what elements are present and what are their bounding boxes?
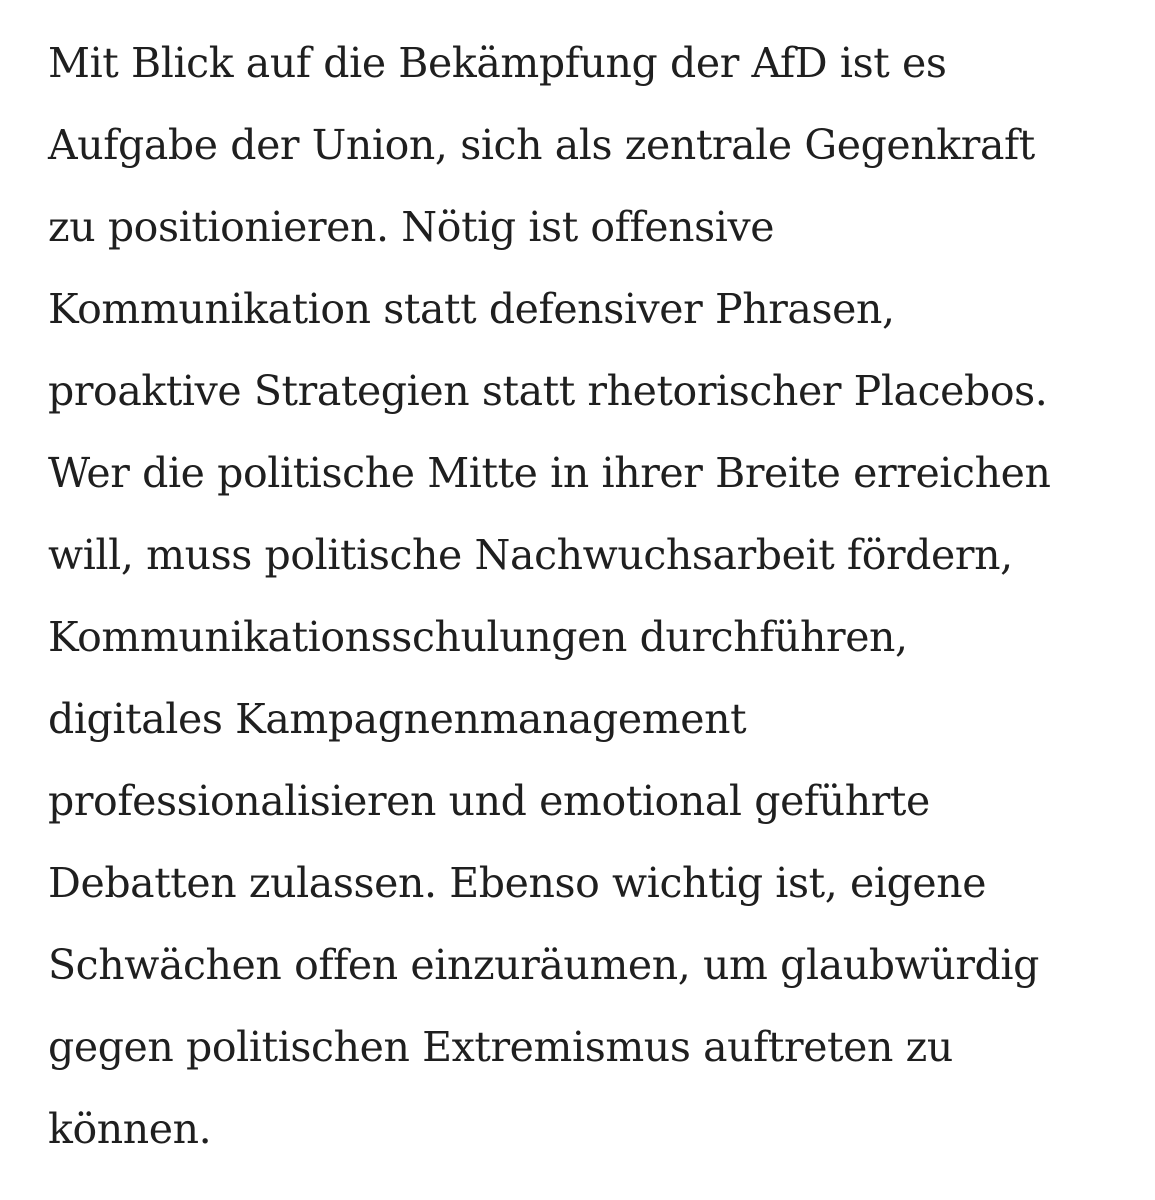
- paragraph-line: professionalisieren und emotional geführte: [48, 777, 930, 825]
- paragraph-line: Aufgabe der Union, sich als zentrale Gegenkraft: [48, 121, 1035, 169]
- paragraph-line: will, muss politische Nachwuchsarbeit fördern,: [48, 531, 1013, 579]
- paragraph-line: Schwächen offen einzuräumen, um glaubwürdig: [48, 941, 1039, 989]
- paragraph-line: können.: [48, 1105, 212, 1153]
- paragraph-line: gegen politischen Extremismus auftreten zu: [48, 1023, 953, 1071]
- paragraph-line: Kommunikationsschulungen durchführen,: [48, 613, 908, 661]
- paragraph-line: proaktive Strategien statt rhetorischer Placebos.: [48, 367, 1048, 415]
- paragraph-line: Mit Blick auf die Bekämpfung der AfD ist es: [48, 39, 947, 87]
- paragraph-line: Kommunikation statt defensiver Phrasen,: [48, 285, 895, 333]
- paragraph-line: zu positionieren. Nötig ist offensive: [48, 203, 775, 251]
- paragraph-line: digitales Kampagnenmanagement: [48, 695, 747, 743]
- paragraph-line: Wer die politische Mitte in ihrer Breite erreichen: [48, 449, 1051, 497]
- paragraph-line: Debatten zulassen. Ebenso wichtig ist, eigene: [48, 859, 987, 907]
